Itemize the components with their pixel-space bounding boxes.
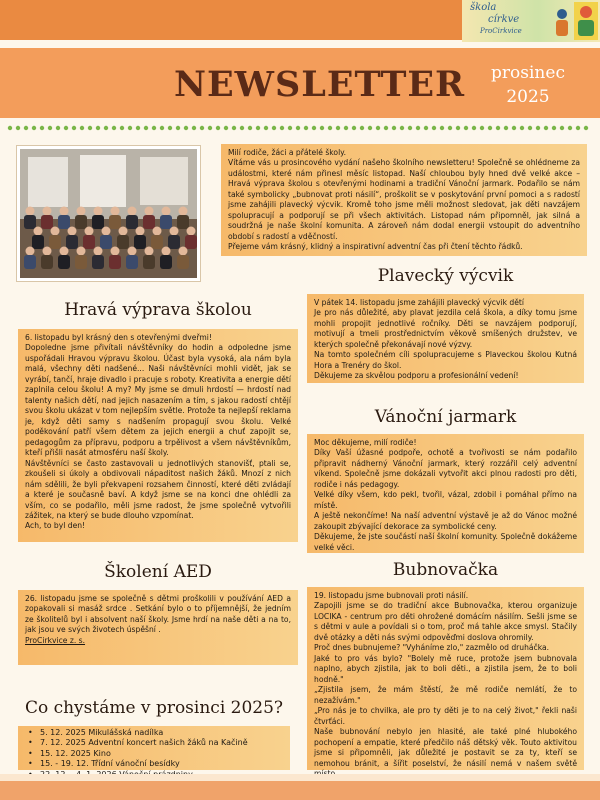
divider-dot bbox=[560, 126, 564, 130]
divider-dot bbox=[280, 126, 284, 130]
divider-dot bbox=[512, 126, 516, 130]
divider-dot bbox=[16, 126, 20, 130]
drumming-p3: Proč dnes bubnujeme? "Vyháníme zlo," zazmělo od druháčka. bbox=[314, 643, 550, 653]
issue-year: 2025 bbox=[506, 87, 550, 107]
dotted-divider bbox=[6, 124, 594, 132]
divider-dot bbox=[456, 126, 460, 130]
december-plan-card bbox=[18, 726, 290, 770]
divider-dot bbox=[296, 126, 300, 130]
school-tour-p3: Návštěvníci se často zastavovali u jednotlivých stanovišť, ptali se, zkoušeli si úkoly a obdivovali nápaditost našich žáků. Mnozí z nich nám sdělili, že byli překvapeni rozsahem činností, které děti zvládají a které je současně baví. A když jsme se na konci dne ohlédli za vším, co se podařilo, měli jsme radost, že jsme společně vytvořili zážitek, na který se bude dlouho vzpomínat. bbox=[25, 458, 291, 520]
divider-dot bbox=[504, 126, 508, 130]
divider-dot bbox=[272, 126, 276, 130]
divider-dot bbox=[248, 126, 252, 130]
divider-dot bbox=[240, 126, 244, 130]
divider-dot bbox=[528, 126, 532, 130]
divider-dot bbox=[408, 126, 412, 130]
divider-dot bbox=[200, 126, 204, 130]
december-plan-list bbox=[28, 728, 280, 780]
christmas-market-p1: Moc děkujeme, milí rodiče! bbox=[314, 438, 417, 447]
drumming-card bbox=[307, 587, 584, 770]
divider-dot bbox=[176, 126, 180, 130]
divider-dot bbox=[400, 126, 404, 130]
divider-dot bbox=[112, 126, 116, 130]
divider-dot bbox=[96, 126, 100, 130]
logo-text-line3: ProCirkvice bbox=[480, 27, 522, 35]
aed-heading: Školení AED bbox=[104, 562, 212, 582]
divider-dot bbox=[584, 126, 588, 130]
divider-dot bbox=[440, 126, 444, 130]
divider-dot bbox=[56, 126, 60, 130]
divider-dot bbox=[568, 126, 572, 130]
divider-dot bbox=[352, 126, 356, 130]
drumming-heading: Bubnovačka bbox=[392, 560, 499, 580]
procirkvice-link[interactable]: ProCirkvice z. s. bbox=[25, 635, 86, 645]
divider-dot bbox=[576, 126, 580, 130]
swimming-p4: Děkujeme za skvělou podporu a profesionální vedení! bbox=[314, 371, 519, 381]
divider-dot bbox=[360, 126, 364, 130]
drumming-p7: Naše bubnování nebylo jen hlasité, ale také plné hlubokého pochopení a empatie, které předčilo náš dětský věk. Touto aktivitou jsme si připomněli, jak důležité je postavit se za ty, kteří se nemohou bránit, a šířit poselství, že násilí nemá v našem světě bbox=[314, 727, 577, 768]
drumming-p5: „Zjistila jsem, že mám štěstí, že mě rodiče nemlátí, že to nezažívám." bbox=[314, 685, 577, 705]
divider-dot bbox=[232, 126, 236, 130]
divider-dot bbox=[72, 126, 76, 130]
intro-card bbox=[221, 144, 587, 256]
divider-dot bbox=[256, 126, 260, 130]
divider-dot bbox=[496, 126, 500, 130]
divider-dot bbox=[224, 126, 228, 130]
divider-dot bbox=[336, 126, 340, 130]
christmas-market-p5: Děkujeme, že jste součástí naší školní komunity. Společně dokážeme velké věci. bbox=[314, 532, 577, 552]
divider-dot bbox=[128, 126, 132, 130]
issue-month: prosinec bbox=[491, 63, 565, 83]
divider-dot bbox=[104, 126, 108, 130]
list-item: • 5. 12. 2025 Mikulášská nadílka bbox=[28, 728, 280, 738]
divider-dot bbox=[144, 126, 148, 130]
list-item: • 7. 12. 2025 Adventní koncert našich žáků na Kačině bbox=[28, 738, 280, 748]
class-photo bbox=[17, 146, 200, 281]
december-plan-heading: Co chystáme v prosinci 2025? bbox=[24, 698, 284, 718]
divider-dot bbox=[120, 126, 124, 130]
drumming-p2: Zapojili jsme se do tradiční akce Bubnovačka, kterou organizuje LOCIKA - centrum pro děti ohrožené domácím násilím. Sešli jsme se s dětmi v aule a povídali si o tom, proč má tahle akce smysl. Stačily dvě otázky a děti nás svými odpověďmi doslova ohromily. bbox=[314, 601, 577, 642]
school-tour-card bbox=[18, 329, 298, 542]
divider-dot bbox=[32, 126, 36, 130]
divider-dot bbox=[344, 126, 348, 130]
logo-text-line1: škola bbox=[470, 2, 497, 13]
divider-dot bbox=[424, 126, 428, 130]
divider-dot bbox=[488, 126, 492, 130]
list-item: • 15. 12. 2025 Kino bbox=[28, 749, 280, 759]
school-tour-p1: 6. listopadu byl krásný den s otevřenými dveřmi! bbox=[25, 333, 212, 342]
divider-dot bbox=[264, 126, 268, 130]
divider-dot bbox=[80, 126, 84, 130]
christmas-market-heading: Vánoční jarmark bbox=[374, 407, 517, 427]
divider-dot bbox=[288, 126, 292, 130]
divider-dot bbox=[384, 126, 388, 130]
divider-dot bbox=[40, 126, 44, 130]
logo-text-line2: církve bbox=[488, 14, 520, 25]
drumming-p4: Jaké to pro vás bylo? "Bolely mě ruce, protože jsem bubnovala naplno, abych zjistila, jak to boli děti., a zjistila jsem, že to boli hodně." bbox=[314, 653, 577, 684]
christmas-market-p4: A ještě nekončíme! Na naší adventní výstavě je až do Vánoc možné zakoupit zbývající dekorace za symbolické ceny. bbox=[314, 511, 577, 531]
divider-dot bbox=[152, 126, 156, 130]
divider-dot bbox=[416, 126, 420, 130]
swimming-card bbox=[307, 294, 584, 383]
aed-card bbox=[18, 590, 298, 665]
divider-dot bbox=[432, 126, 436, 130]
divider-dot bbox=[8, 126, 12, 130]
swimming-p2: Je pro nás důležité, aby plavat jezdila celá škola, a díky tomu jsme mohli propojit jednotlivé ročníky. Děti se navzájem podporují, motivují a tmeli prostřednictvím věkově smíšených družstev, ve kterých společně překonávají nové výzvy. bbox=[314, 308, 577, 349]
divider-dot bbox=[376, 126, 380, 130]
aed-p1: 26. listopadu jsme se společně s dětmi proškolili v používání AED a zopakovali si masáž srdce . Setkání bylo o to příjemnější, že jedním ze školitelů byl i absolvent naší školy. Jsme hrdí na naše děti a na to, jak jsou ve svých životech úspěšní . bbox=[25, 594, 291, 635]
divider-dot bbox=[88, 126, 92, 130]
school-logo bbox=[462, 0, 600, 42]
christmas-market-card bbox=[307, 434, 584, 553]
divider-dot bbox=[192, 126, 196, 130]
bottom-band bbox=[0, 774, 600, 800]
swimming-heading: Plavecký výcvik bbox=[377, 266, 514, 286]
divider-dot bbox=[536, 126, 540, 130]
divider-dot bbox=[136, 126, 140, 130]
drumming-p1: 19. listopadu jsme bubnovali proti násilí. bbox=[314, 591, 469, 600]
newsletter-title: NEWSLETTER bbox=[174, 64, 466, 105]
divider-dot bbox=[520, 126, 524, 130]
divider-dot bbox=[544, 126, 548, 130]
divider-dot bbox=[304, 126, 308, 130]
divider-dot bbox=[480, 126, 484, 130]
drumming-p6: „Pro nás je to chvilka, ale pro ty děti je to na celý život," řekli naši čtvrťáci. bbox=[314, 706, 577, 726]
divider-dot bbox=[160, 126, 164, 130]
divider-dot bbox=[448, 126, 452, 130]
divider-dot bbox=[312, 126, 316, 130]
divider-dot bbox=[168, 126, 172, 130]
divider-dot bbox=[464, 126, 468, 130]
school-tour-heading: Hravá výprava školou bbox=[64, 300, 252, 320]
divider-dot bbox=[392, 126, 396, 130]
divider-dot bbox=[328, 126, 332, 130]
school-tour-p4: Ach, to byl den! bbox=[25, 521, 86, 531]
divider-dot bbox=[320, 126, 324, 130]
divider-dot bbox=[24, 126, 28, 130]
divider-dot bbox=[184, 126, 188, 130]
divider-dot bbox=[552, 126, 556, 130]
list-item: • 15. - 19. 12. Třídní vánoční besídky bbox=[28, 759, 280, 769]
school-tour-p2: Dopoledne jsme přivítali návštěvníky do hodin a odpoledne jsme uspořádali Hravou výpravu školou. Účast byla vysoká, ala nám byla malá, všechny děti nadšené... Naši návštěvníci mohli vidět, jak se vyrábí, tančí, hraje divadlo i pracuje s roboty. Kreativita a energie dětí zaplnila celou školu! A my? My jsme se dmuli hrdostí — hrdostí nad talenty našich dětí, nad jejich nasazením a tím, s jakou radostí chtějí svou školu ukázat v tom nejlepším světle. Protože ta nejlepší reklama je, když děti samy s nadšením propagují svou školu. Velké poděkování patří všem dětem za jejich energii a chuť zapojit se, pedagogům za přípravu, podporu a trpělivost a všem návštěvníkům, kteří přišli nasát atmosféru naší školy. bbox=[25, 343, 291, 458]
divider-dot bbox=[216, 126, 220, 130]
divider-dot bbox=[472, 126, 476, 130]
intro-body: Vítáme vás u prosincového vydání našeho školního newsletteru! Společně se ohlédneme za událostmi, které nám přinesl měsíc listopad. Naší chloubou byly hned dvě velké akce – Hravá výprava školou s otevřenými hodinami a tradiční Vánoční jarmark. Podařilo se nám také symbolicky „bubnovat proti násilí“, proškolit se v poskytování první pomoci a s radostí jsme zahájili plavecký výcvik. Kromě toho jsme měli možnost sledovat, jak děti navzájem spolupracují a podporují se při všech aktivitách. Listopad nám připomněl, jak silná a soudržná je naše školní komunita. A zároveň nám dodal energii vstoupit do adventního období s radostí a vděčností. bbox=[228, 158, 580, 241]
intro-closing: Přejeme vám krásný, klidný a inspirativní adventní čas při čtení těchto řádků. bbox=[228, 242, 523, 252]
divider-dot bbox=[64, 126, 68, 130]
group-photo-image bbox=[20, 149, 197, 278]
intro-greeting: Milí rodiče, žáci a přátelé školy. bbox=[228, 148, 347, 157]
swimming-p3: Na tomto společném cíli spolupracujeme s Plaveckou školou Kutná Hora a Trenéry do škol. bbox=[314, 350, 577, 370]
christmas-market-p2: Díky Vaší úžasné podpoře, ochotě a tvořivosti se nám podařilo připravit nádherný Vánoční jarmark, který rozzářil celý adventní víkend. Společně jsme dokázali vytvořit akci plnou radosti pro děti, rodiče i nás pedagogy. bbox=[314, 448, 577, 489]
divider-dot bbox=[368, 126, 372, 130]
swimming-p1: V pátek 14. listopadu jsme zahájili plavecký výcvik dětí bbox=[314, 298, 524, 307]
christmas-market-p3: Velké díky všem, kdo pekl, tvořil, vázal, zdobil i pomáhal přímo na místě. bbox=[314, 490, 577, 510]
divider-dot bbox=[48, 126, 52, 130]
divider-dot bbox=[208, 126, 212, 130]
